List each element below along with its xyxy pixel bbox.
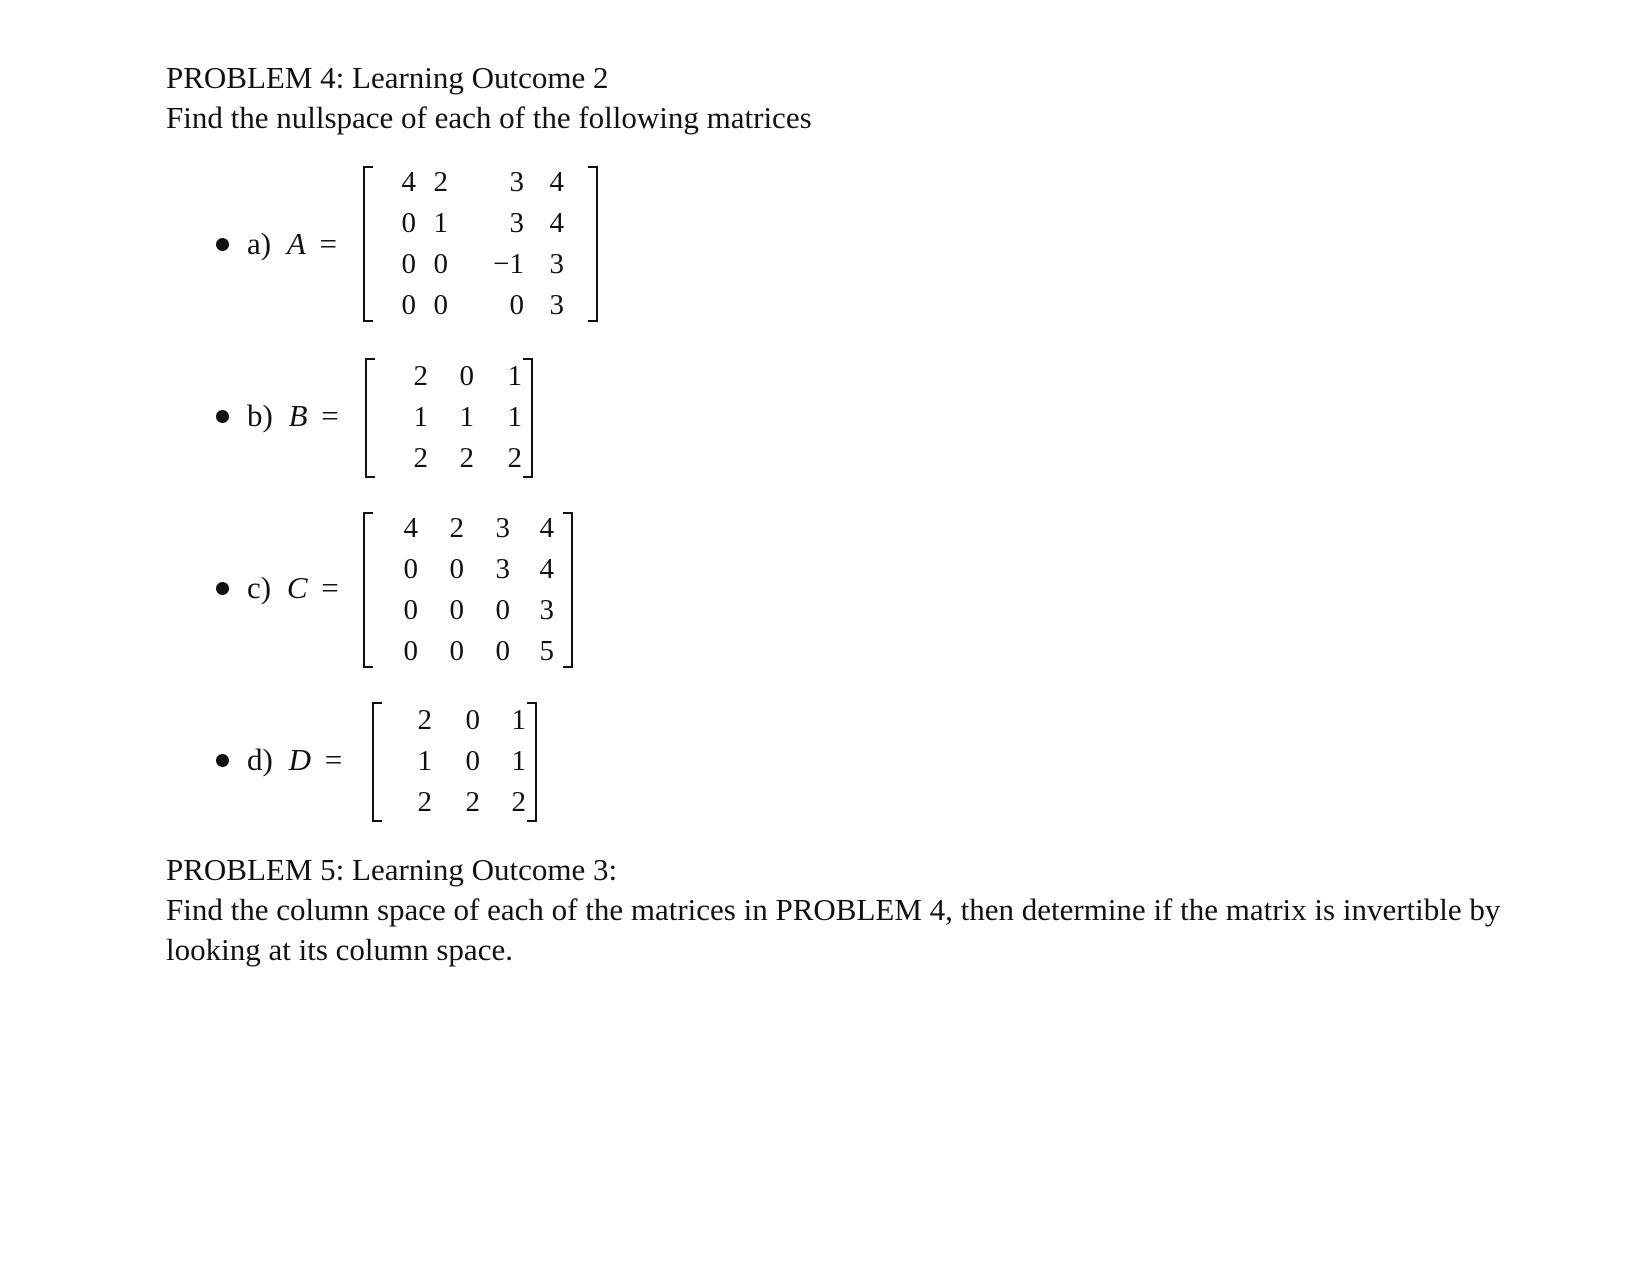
matrix-a-right-bracket — [588, 166, 598, 322]
matrix-d-entry: 1 — [511, 704, 526, 736]
item-d-label — [247, 742, 342, 778]
matrix-c-entry: 0 — [449, 553, 464, 585]
matrix-a-entry: 3 — [509, 207, 524, 239]
matrix-c-right-bracket — [563, 512, 573, 668]
matrix-c-entry: 0 — [495, 635, 510, 667]
item-d-equals: = — [324, 742, 343, 777]
item-a-label — [247, 226, 337, 262]
item-d-variable: D — [288, 742, 311, 777]
matrix-a-entry: −1 — [493, 248, 524, 280]
item-c — [216, 570, 339, 606]
matrix-d-entry: 1 — [511, 745, 526, 777]
matrix-c-entry: 0 — [403, 553, 418, 585]
problem-4-title: PROBLEM 4: Learning Outcome 2 — [166, 60, 609, 95]
matrix-a-entry: 1 — [433, 207, 448, 239]
item-b-label — [247, 398, 339, 434]
matrix-a-entry: 3 — [549, 248, 564, 280]
matrix-b-entry: 1 — [507, 401, 522, 433]
matrix-c-entry: 4 — [539, 553, 554, 585]
item-c-variable: C — [286, 570, 308, 605]
matrix-c-entry: 3 — [495, 512, 510, 544]
matrix-d-entry: 2 — [417, 704, 432, 736]
item-a-equals: = — [319, 226, 338, 261]
item-c-prefix: c) — [247, 570, 272, 605]
matrix-c-entry: 0 — [449, 635, 464, 667]
problem-4-instruction: Find the nullspace of each of the following matrices — [166, 100, 812, 135]
matrix-a — [392, 162, 572, 326]
matrix-b-entry: 1 — [459, 401, 474, 433]
item-a-prefix: a) — [247, 226, 272, 261]
matrix-b-left-bracket — [365, 358, 375, 478]
matrix-a-entry: 4 — [549, 166, 564, 198]
item-a-variable: A — [286, 226, 306, 261]
item-a — [216, 226, 337, 262]
matrix-c-entry: 3 — [495, 553, 510, 585]
matrix-c — [392, 508, 562, 672]
matrix-c-entry: 5 — [539, 635, 554, 667]
matrix-a-entry: 4 — [401, 166, 416, 198]
problem-5-body: Find the column space of each of the matrices in PROBLEM 4, then determine if the matrix is invertible by looking at its column space. — [166, 892, 1501, 967]
matrix-a-entry: 2 — [433, 166, 448, 198]
matrix-d-entry: 2 — [417, 786, 432, 818]
matrix-b-entry: 2 — [459, 442, 474, 474]
matrix-b-entry: 2 — [507, 442, 522, 474]
matrix-c-entry: 0 — [403, 594, 418, 626]
matrix-d-entry: 1 — [417, 745, 432, 777]
matrix-c-entry: 3 — [539, 594, 554, 626]
matrix-d — [400, 700, 534, 823]
bullet-icon — [216, 238, 229, 251]
matrix-c-entry: 4 — [539, 512, 554, 544]
item-b-prefix: b) — [247, 398, 273, 433]
problem-5-title: PROBLEM 5: Learning Outcome 3: — [166, 852, 618, 887]
matrix-a-left-bracket — [363, 166, 373, 322]
matrix-d-entry: 2 — [511, 786, 526, 818]
matrix-b — [396, 356, 530, 479]
matrix-b-entry: 0 — [459, 360, 474, 392]
matrix-a-entry: 0 — [401, 248, 416, 280]
matrix-c-left-bracket — [363, 512, 373, 668]
matrix-b-entry: 1 — [413, 401, 428, 433]
matrix-a-entry: 3 — [509, 166, 524, 198]
item-b-variable: B — [288, 398, 308, 433]
matrix-d-entry: 0 — [465, 745, 480, 777]
matrix-a-entry: 0 — [433, 289, 448, 321]
item-d — [216, 742, 342, 778]
matrix-c-entry: 0 — [403, 635, 418, 667]
matrix-a-entry: 3 — [549, 289, 564, 321]
item-b — [216, 398, 339, 434]
item-b-equals: = — [321, 398, 339, 433]
matrix-a-entry: 0 — [433, 248, 448, 280]
matrix-a-entry: 4 — [549, 207, 564, 239]
bullet-icon — [216, 410, 229, 423]
matrix-a-entry: 0 — [401, 207, 416, 239]
matrix-b-entry: 2 — [413, 360, 428, 392]
matrix-a-entry: 0 — [509, 289, 524, 321]
matrix-d-left-bracket — [372, 702, 382, 822]
matrix-a-entry: 0 — [401, 289, 416, 321]
matrix-b-entry: 1 — [507, 360, 522, 392]
item-c-label — [247, 570, 339, 606]
matrix-b-entry: 2 — [413, 442, 428, 474]
matrix-c-entry: 0 — [495, 594, 510, 626]
item-c-equals: = — [321, 570, 339, 605]
matrix-c-entry: 0 — [449, 594, 464, 626]
bullet-icon — [216, 754, 229, 767]
matrix-d-entry: 0 — [465, 704, 480, 736]
item-d-prefix: d) — [247, 742, 273, 777]
bullet-icon — [216, 582, 229, 595]
matrix-d-entry: 2 — [465, 786, 480, 818]
matrix-c-entry: 4 — [403, 512, 418, 544]
matrix-c-entry: 2 — [449, 512, 464, 544]
